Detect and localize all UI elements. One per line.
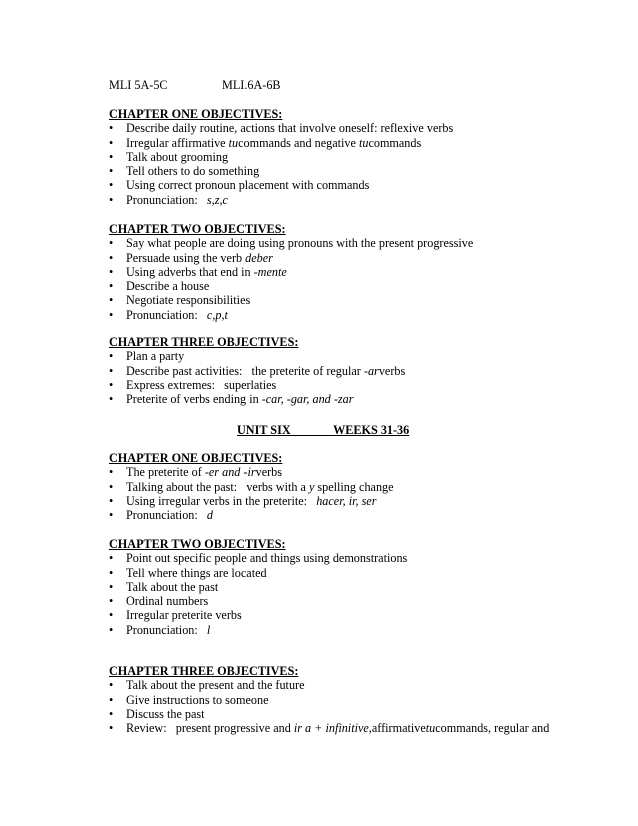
list-item: • Pronunciation: s,z,c (109, 192, 228, 207)
bullet-icon: • (109, 293, 114, 308)
list-item: • Point out specific people and things using demonstrations (109, 551, 408, 566)
list-item: • Persuade using the verb deber (109, 250, 273, 265)
list-item: • Negotiate responsibilities (109, 293, 251, 308)
list-item: • The preterite of -er and -irverbs (109, 465, 283, 480)
objective-list (109, 678, 609, 735)
section-chapter-two-b (109, 537, 609, 637)
section-title: CHAPTER TWO OBJECTIVES: (109, 222, 286, 236)
bullet-icon: • (109, 721, 114, 736)
section-title: CHAPTER THREE OBJECTIVES: (109, 664, 299, 678)
list-item: • Plan a party (109, 349, 185, 364)
bullet-icon: • (109, 594, 114, 609)
unit-label: UNIT SIX (237, 423, 291, 437)
bullet-icon: • (109, 551, 114, 566)
list-item: • Tell where things are located (109, 565, 267, 580)
bullet-icon: • (109, 164, 114, 179)
list-item: • Tell others to do something (109, 164, 260, 179)
list-item: • Talk about the present and the future (109, 678, 305, 693)
section-title: CHAPTER TWO OBJECTIVES: (109, 537, 286, 551)
bullet-icon: • (109, 493, 114, 508)
list-item: • Say what people are doing using pronouns with the present progressive (109, 236, 474, 251)
bullet-icon: • (109, 363, 114, 378)
header-codes (109, 78, 281, 92)
objective-list (109, 349, 609, 406)
objective-list (109, 236, 609, 322)
list-item: • Talk about grooming (109, 149, 229, 164)
section-title: CHAPTER THREE OBJECTIVES: (109, 335, 299, 349)
bullet-icon: • (109, 377, 114, 392)
section-chapter-two-a (109, 222, 609, 322)
list-item: • Express extremes: superlaties (109, 377, 277, 392)
list-item: • Discuss the past (109, 706, 205, 721)
bullet-icon: • (109, 579, 114, 594)
objective-list (109, 121, 609, 207)
bullet-icon: • (109, 178, 114, 193)
list-item: • Talking about the past: verbs with a y spelling change (109, 479, 394, 494)
header-code-right: MLI.6A-6B (222, 78, 281, 92)
section-chapter-one-a (109, 107, 609, 207)
list-item: • Describe a house (109, 279, 210, 294)
bullet-icon: • (109, 279, 114, 294)
list-item: • Describe past activities: the preterite of regular -arverbs (109, 363, 406, 378)
bullet-icon: • (109, 264, 114, 279)
list-item: • Using irregular verbs in the preterite: hacer, ir, ser (109, 493, 377, 508)
section-title: CHAPTER ONE OBJECTIVES: (109, 451, 283, 465)
list-item: • Review: present progressive and ir a + infinitive,affirmativetucommands, regular and (109, 721, 550, 736)
bullet-icon: • (109, 622, 114, 637)
section-chapter-three-b (109, 664, 609, 735)
objective-list (109, 551, 609, 637)
bullet-icon: • (109, 192, 114, 207)
bullet-icon: • (109, 307, 114, 322)
list-item: • Pronunciation: l (109, 622, 211, 637)
bullet-icon: • (109, 250, 114, 265)
bullet-icon: • (109, 692, 114, 707)
section-title: CHAPTER ONE OBJECTIVES: (109, 107, 283, 121)
section-chapter-one-b (109, 451, 609, 522)
unit-weeks: WEEKS 31-36 (333, 423, 410, 437)
list-item: • Ordinal numbers (109, 594, 209, 609)
bullet-icon: • (109, 121, 114, 136)
bullet-icon: • (109, 479, 114, 494)
unit-heading (237, 423, 409, 437)
bullet-icon: • (109, 608, 114, 623)
bullet-icon: • (109, 149, 114, 164)
list-item: • Describe daily routine, actions that involve oneself: reflexive verbs (109, 121, 454, 136)
list-item: • Pronunciation: c,p,t (109, 307, 228, 322)
objective-list (109, 465, 609, 522)
list-item: • Talk about the past (109, 579, 219, 594)
bullet-icon: • (109, 565, 114, 580)
list-item: • Using correct pronoun placement with commands (109, 178, 370, 193)
list-item: • Irregular preterite verbs (109, 608, 242, 623)
bullet-icon: • (109, 135, 114, 150)
header-code-left: MLI 5A-5C (109, 78, 168, 92)
section-chapter-three-a (109, 335, 609, 406)
bullet-icon: • (109, 706, 114, 721)
list-item: • Give instructions to someone (109, 692, 269, 707)
bullet-icon: • (109, 349, 114, 364)
list-item: • Using adverbs that end in -mente (109, 264, 287, 279)
list-item: • Preterite of verbs ending in -car, -gar, and -zar (109, 392, 354, 407)
bullet-icon: • (109, 236, 114, 251)
bullet-icon: • (109, 508, 114, 523)
bullet-icon: • (109, 465, 114, 480)
list-item: • Irregular affirmative tucommands and negative tucommands (109, 135, 422, 150)
bullet-icon: • (109, 678, 114, 693)
list-item: • Pronunciation: d (109, 508, 213, 523)
bullet-icon: • (109, 392, 114, 407)
